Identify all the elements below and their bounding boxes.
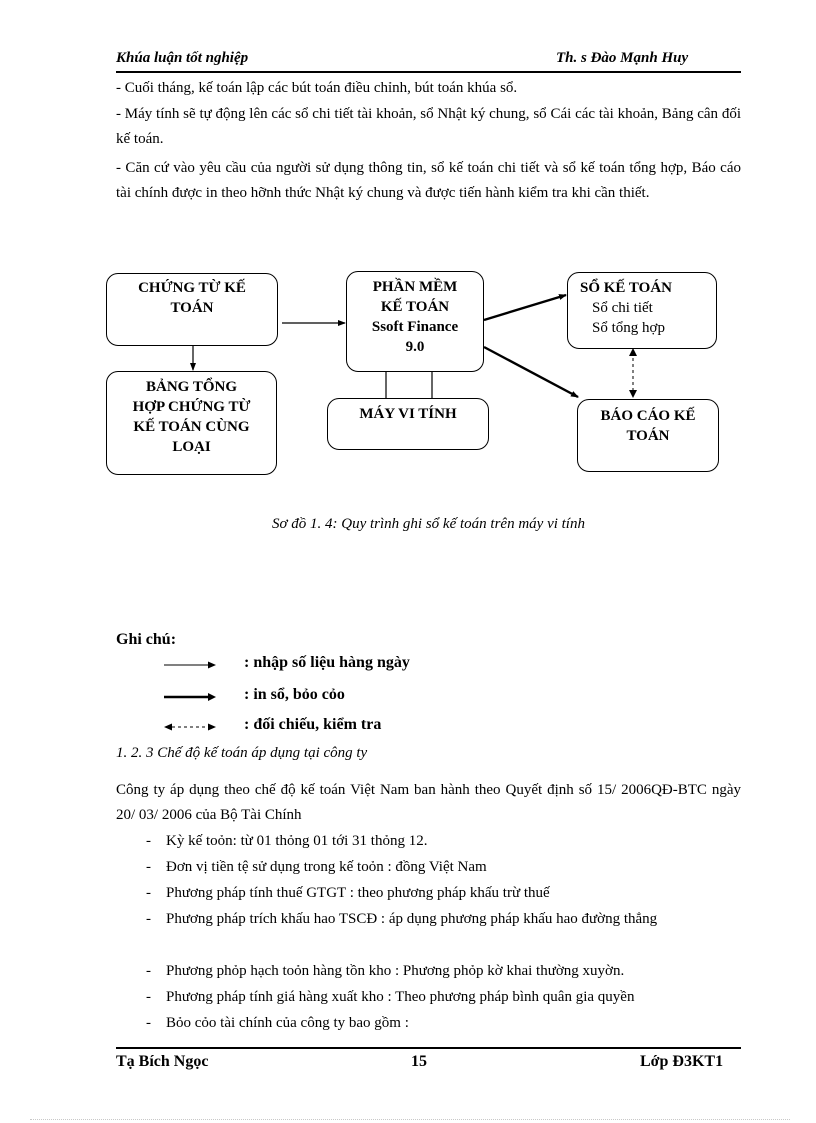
- box-bang-tong-hop-line-3: KẾ TOÁN CÙNG: [133, 419, 250, 435]
- thick-arrow-icon: [162, 690, 218, 704]
- list-item: [146, 985, 741, 1010]
- page-bottom-dotted-line: [30, 1119, 790, 1120]
- legend-label-2: : in sổ, bỏo cỏo: [244, 686, 345, 703]
- box-chung-tu-ke-toan: [106, 273, 278, 346]
- box-may-vi-tinh: [327, 398, 489, 450]
- dashed-double-arrow-icon: [162, 720, 218, 734]
- footer-author: Tạ Bích Ngọc: [116, 1053, 209, 1070]
- box-bao-cao-line-2: TOÁN: [626, 428, 670, 444]
- intro-paragraph-2: - Máy tính sẽ tự động lên các sổ chi tiết tài khoản, sổ Nhật ký chung, sổ Cái các tài khoản, Bảng cân đối kế toán.: [116, 106, 741, 147]
- box-bang-tong-hop-line-1: BẢNG TỔNG: [146, 379, 237, 395]
- bullet-dash: -: [146, 963, 151, 979]
- box-bao-cao-line-1: BÁO CÁO KẾ: [600, 408, 696, 424]
- bullet-dash: -: [146, 911, 151, 927]
- box-may-vi-tinh-label: MÁY VI TÍNH: [359, 406, 457, 422]
- footer-rule: [116, 1047, 741, 1049]
- box-bang-tong-hop-line-4: LOẠI: [172, 439, 211, 455]
- legend-title: Ghi chú:: [116, 631, 177, 648]
- list-item-text: Bỏo cỏo tài chính của công ty bao gồm :: [166, 1015, 409, 1031]
- box-so-ke-toan-line-1: Sổ chi tiết: [592, 300, 653, 316]
- box-phan-mem-line-3: Ssoft Finance: [371, 319, 459, 335]
- arrow-phanmem-to-baocao: [484, 347, 578, 397]
- list-item: [146, 881, 741, 906]
- header-left: Khúa luận tốt nghiệp: [116, 50, 249, 66]
- box-phan-mem-line-2: KẾ TOÁN: [380, 299, 450, 315]
- list-item-text: Đơn vị tiền tệ sử dụng trong kế toỏn : đồng Việt Nam: [166, 859, 487, 875]
- box-phan-mem-line-4: 9.0: [405, 339, 425, 355]
- bullet-dash: -: [146, 859, 151, 875]
- footer-page-number: 15: [411, 1053, 427, 1070]
- bullet-dash: -: [146, 833, 151, 849]
- box-phan-mem-ke-toan: [346, 271, 484, 372]
- box-bao-cao-ke-toan: [577, 399, 719, 472]
- box-phan-mem-line-1: PHẦN MỀM: [372, 279, 458, 295]
- arrow-phanmem-to-soketoan: [484, 295, 566, 320]
- list-item-text: Phương pháp tính giá hàng xuất kho : Theo phương pháp bình quân gia quyền: [166, 989, 635, 1005]
- bullet-dash: -: [146, 989, 151, 1005]
- thin-arrow-icon: [162, 658, 218, 672]
- intro-paragraph-1: - Cuối tháng, kế toán lập các bút toán điều chỉnh, bút toán khúa sổ.: [116, 80, 518, 96]
- bullet-dash: -: [146, 885, 151, 901]
- list-item: [146, 855, 741, 880]
- list-item: [146, 959, 741, 984]
- list-item: [146, 1011, 741, 1036]
- intro-paragraph-3: - Căn cứ vào yêu cầu của người sử dụng thông tin, sổ kế toán chi tiết và sổ kế toán tổng hợp, Báo cáo tài chính được in theo hỡnh thức Nhật ký chung và được tiến hành kiểm tra khi cần thiết.: [116, 160, 741, 201]
- box-bang-tong-hop-line-2: HỢP CHỨNG TỪ: [132, 399, 251, 415]
- list-item-text: Kỳ kế toỏn: từ 01 thỏng 01 tới 31 thỏng 12.: [166, 833, 428, 849]
- box-so-ke-toan-title: SỔ KẾ TOÁN: [580, 280, 672, 296]
- section-heading: 1. 2. 3 Chế độ kế toán áp dụng tại công ty: [116, 745, 368, 761]
- bullet-dash: -: [146, 1015, 151, 1031]
- footer-class: Lớp Đ3KT1: [640, 1053, 724, 1070]
- list-item-text: Phương phỏp hạch toỏn hàng tồn kho : Phương phỏp kờ khai thường xuyờn.: [166, 963, 625, 979]
- list-item: [146, 829, 741, 854]
- box-chung-tu-line-1: CHỨNG TỪ KẾ: [138, 280, 246, 296]
- box-chung-tu-line-2: TOÁN: [170, 300, 214, 316]
- header-right: Th. s Đào Mạnh Huy: [556, 50, 689, 66]
- legend-label-3: : đối chiếu, kiểm tra: [244, 716, 382, 733]
- list-item: [146, 907, 741, 932]
- list-item-text: Phương pháp trích khấu hao TSCĐ : áp dụng phương pháp khấu hao đường thẳng: [166, 911, 658, 927]
- box-so-ke-toan: [567, 272, 717, 349]
- section-paragraph: Công ty áp dụng theo chế độ kế toán Việt Nam ban hành theo Quyết định số 15/ 2006QĐ-BTC ngày 20/ 03/ 2006 của Bộ Tài Chính: [116, 782, 741, 823]
- diagram-caption: Sơ đồ 1. 4: Quy trình ghi sổ kế toán trên máy vi tính: [272, 516, 585, 532]
- box-bang-tong-hop: [106, 371, 277, 475]
- box-so-ke-toan-line-2: Sổ tổng hợp: [592, 320, 665, 336]
- list-item-text: Phương pháp tính thuế GTGT : theo phương pháp khấu trừ thuế: [166, 885, 550, 901]
- legend-label-1: : nhập số liệu hàng ngày: [244, 654, 410, 671]
